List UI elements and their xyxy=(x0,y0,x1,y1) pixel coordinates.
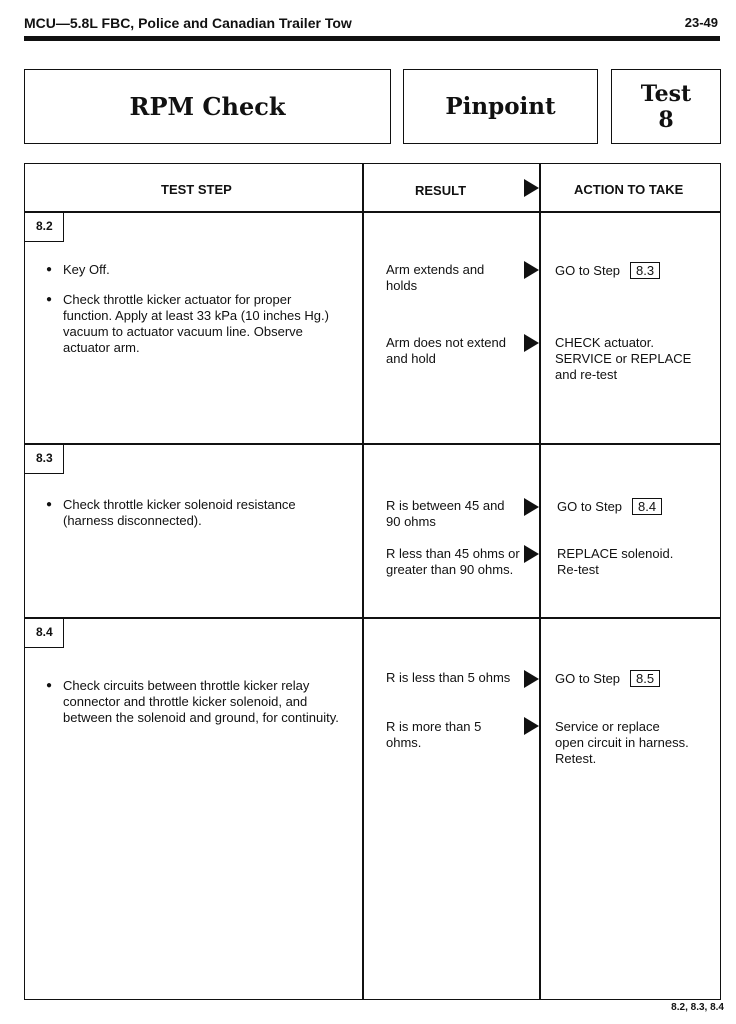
test-number-box xyxy=(611,69,721,144)
step-number-tag: 8.2 xyxy=(24,212,64,242)
result-text: R is less than 5 ohms xyxy=(386,670,511,685)
column-divider xyxy=(539,163,541,1000)
test-number: 8 xyxy=(658,106,674,133)
test-label: Test xyxy=(640,80,692,107)
column-header-result: RESULT xyxy=(415,183,467,198)
row-divider xyxy=(24,211,721,213)
step-number-tag: 8.4 xyxy=(24,618,64,648)
arrow-right-icon xyxy=(524,334,539,352)
instruction-item: ● Check circuits between throttle kicker relay connector and throttle kicker solenoid, and between the solenoid and ground, for continuity. xyxy=(42,678,342,726)
goto-step-box: 8.3 xyxy=(630,262,660,279)
test-title: RPM Check xyxy=(129,92,286,121)
instruction-item: ● Key Off. xyxy=(42,262,342,278)
goto-step-box: 8.5 xyxy=(630,670,660,687)
instruction-item: ● Check throttle kicker actuator for proper function. Apply at least 33 kPa (10 inches Hg.) vacuum to actuator vacuum line. Observe actuator arm. xyxy=(42,292,342,356)
instruction-item: ● Check throttle kicker solenoid resistance (harness disconnected). xyxy=(42,497,342,529)
step-number-tag: 8.3 xyxy=(24,444,64,474)
action-text: CHECK actuator. SERVICE or REPLACE and re-test xyxy=(555,335,692,382)
arrow-right-icon xyxy=(524,179,539,197)
result-text: R is between 45 and 90 ohms xyxy=(386,498,505,529)
arrow-right-icon xyxy=(524,498,539,516)
step-instructions xyxy=(42,497,342,529)
test-type-box xyxy=(403,69,598,144)
arrow-right-icon xyxy=(524,670,539,688)
goto-step-box: 8.4 xyxy=(632,498,662,515)
action-goto xyxy=(557,498,662,515)
column-header-action: ACTION TO TAKE xyxy=(574,182,684,197)
step-instructions xyxy=(42,678,342,726)
test-type: Pinpoint xyxy=(445,93,556,120)
arrow-right-icon xyxy=(524,261,539,279)
action-text: GO to Step xyxy=(555,263,621,278)
arrow-right-icon xyxy=(524,717,539,735)
column-header-test-step: TEST STEP xyxy=(161,182,232,197)
result-text: Arm does not extend and hold xyxy=(386,335,506,366)
action-text: Service or replace open circuit in harness. Retest. xyxy=(555,719,689,766)
action-goto xyxy=(555,262,660,279)
row-divider xyxy=(24,617,721,619)
header-rule xyxy=(24,36,720,41)
column-divider xyxy=(362,163,364,1000)
page-number: 23-49 xyxy=(684,15,718,30)
result-text: Arm extends and holds xyxy=(386,262,485,293)
arrow-right-icon xyxy=(524,545,539,563)
row-divider xyxy=(24,443,721,445)
page-footer-steps: 8.2, 8.3, 8.4 xyxy=(671,1002,724,1013)
test-title-box xyxy=(24,69,391,144)
result-text: R less than 45 ohms or greater than 90 ohms. xyxy=(386,546,520,577)
action-goto xyxy=(555,670,660,687)
action-text: GO to Step xyxy=(555,671,621,686)
action-text: REPLACE solenoid. Re-test xyxy=(557,546,674,577)
step-instructions xyxy=(42,262,342,356)
result-text: R is more than 5 ohms. xyxy=(386,719,482,750)
page-header-title: MCU—5.8L FBC, Police and Canadian Trailer Tow xyxy=(24,15,352,31)
action-text: GO to Step xyxy=(557,499,623,514)
